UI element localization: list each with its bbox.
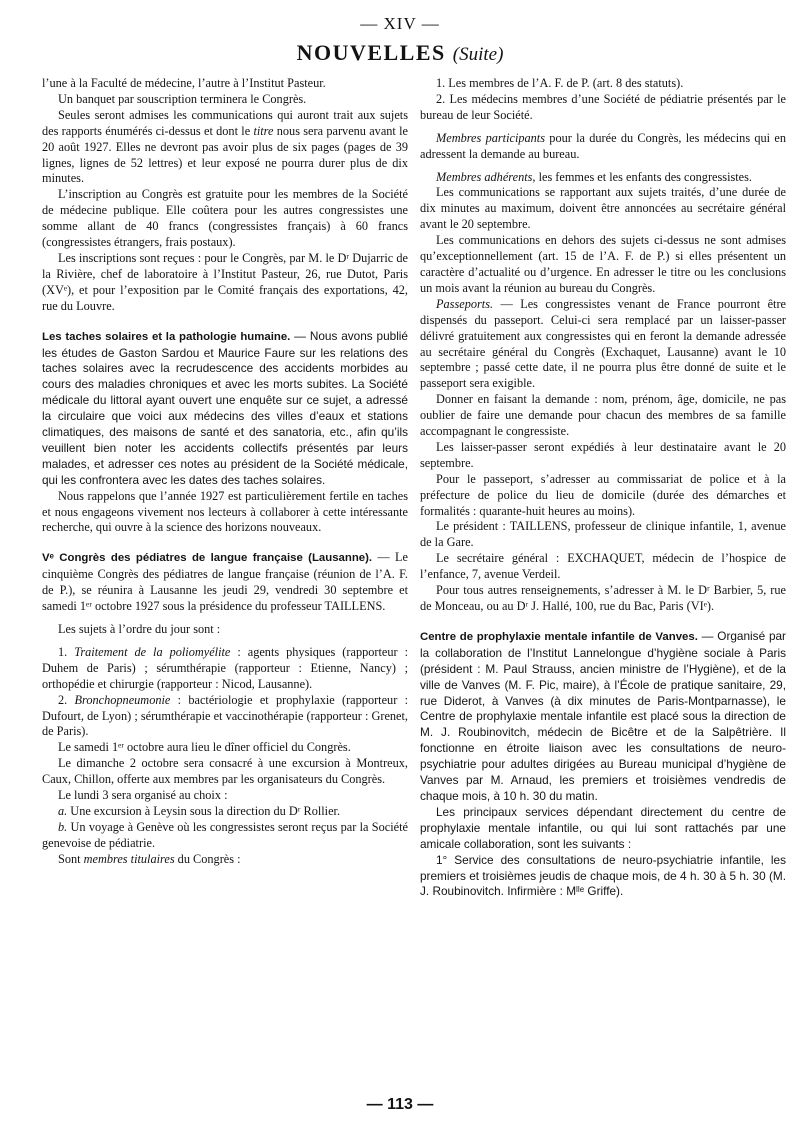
text-run: Une excursion à Leysin sous la direction du Dʳ Rollier. [67, 803, 341, 818]
section-congres [42, 550, 408, 615]
page-number-roman: — XIV — [360, 14, 440, 33]
paragraph [42, 852, 408, 868]
list-item: 2. Les médecins membres d’une Société de pédiatrie présentés par le bureau de leur Société. [420, 91, 786, 122]
text-run: — Nous avons publié les études de Gaston Sardou et Maurice Faure sur les relations des taches solaires avec la recrudescence des accidents morbides au cours des maladies chroniques et avec les morts subites. La Société médicale du littoral ayant ouvert une enquête sur ce sujet, a adressé la circulaire que voici aux médecins des villes d’eaux et stations climatiques, des maisons de santé et des sanatoria, etc., afin qu’ils veuillent bien noter les accidents collectifs présentés par leurs malades, et adresser ces notes au président de la Société médicale, qui les confrontera avec les dates des taches solaires. [42, 328, 408, 487]
section-title: Centre de prophylaxie mentale infantile de Vanves. [420, 630, 698, 643]
paragraph: 1° Service des consultations de neuro-psychiatrie infantile, les premiers et troisièmes jeudis de chaque mois, de 4 h. 30 à 5 h. 30 (M. J. Roubinovitch. Infirmière : Mˡˡᵉ Griffe). [420, 852, 786, 899]
italic-text: Passeports. [436, 296, 494, 311]
italic-text: Traitement de la poliomyélite [74, 644, 231, 659]
text-run: : bactériologie et prophylaxie (rapporteur : Dufourt, de Lyon) ; sérumthérapie et vaccinothérapie (rapporteur : Grenet, de Paris). [42, 692, 408, 739]
paragraph: Les sujets à l’ordre du jour sont : [58, 622, 221, 636]
text-run: pour la durée du Congrès, les médecins qui en adressent la demande au bureau. [420, 130, 786, 161]
italic-text: a. [58, 803, 68, 818]
left-column [42, 76, 408, 1086]
text-run: — Les congressistes venant de France pourront être dispensés du passeport. Celui-ci sera remplacé par un laisser-passer délivré gratuitement aux congressistes qui en feront la demande adressée au secrétaire général du Congrès (Exchaquet, Lausanne) avant le 10 septembre ; passé cette date, il ne pourra plus être donné de suite et le passeport sera exigible. [420, 296, 786, 391]
paragraph: L’inscription au Congrès est gratuite pour les membres de la Société de médecine publique. Elle coûtera pour les autres congressistes une somme allant de 40 francs (congressistes français) à 60 francs (congressistes étrangers, frais postaux). [42, 187, 408, 250]
text-run: 1. [58, 644, 75, 659]
paragraph: Le samedi 1ᵉʳ octobre aura lieu le dîner officiel du Congrès. [58, 740, 351, 755]
paragraph: Nous rappelons que l’année 1927 est particulièrement fertile en taches et nous engageons vivement nos lecteurs à collaborer à cette intéressante recherche, qui ouvre à la science des horizons nouveaux. [42, 488, 408, 535]
right-column [420, 76, 786, 1086]
list-item [42, 804, 408, 820]
paragraph: Les principaux services dépendant directement du centre de prophylaxie mentale infantile, ou qui lui sont rattachés par une amicale collaboration, sont les suivants : [420, 804, 786, 851]
text-run: — Le cinquième Congrès des pédiatres de langue française (réunion de l’A. F. de P.), se réunira à Lausanne les jeudi 29, vendredi 30 septembre et samedi 1ᵉʳ octobre 1927 sous la présidence du professeur TAILLENS. [42, 550, 408, 614]
paragraph: Les laisser-passer seront expédiés à leur destinataire avant le 20 septembre. [420, 439, 786, 470]
page-title [0, 40, 800, 66]
text-run: — Organisé par la collaboration de l’Institut Lannelongue d’hygiène sociale à Paris (président : M. Paul Strauss, ancien ministre de l’Hygiène), et de la ville de Vanves (M. F. Pic, maire), à l’École de pratique sanitaire, 29, rue Diderot, à Vanves (à dix minutes de Paris-Montparnasse), le Centre de prophylaxie mentale infantile est placé sous la direction de M. J. Roubinovitch, médecin de Bicêtre et de la Salpêtrière. Il fonctionne en étroite liaison avec les consultations de neuro-psychiatrie pour adultes dirigées au Bureau municipal d’hygiène de Vanves par M. Arnaud, les premiers et troisièmes vendredis de chaque mois, à 10 h. 30 du matin. [420, 628, 786, 803]
italic-text: titre [253, 123, 274, 138]
list-item [42, 820, 408, 852]
text-run: Sont [58, 851, 84, 866]
section-centre [420, 629, 786, 805]
italic-text: Bronchopneumonie [74, 692, 171, 707]
section-title: Vᵉ Congrès des pédiatres de langue française (Lausanne). [42, 552, 373, 565]
list-item [42, 645, 408, 693]
section-title: Les taches solaires et la pathologie humaine. [42, 330, 291, 343]
paragraph: Donner en faisant la demande : nom, prénom, âge, domicile, ne pas oublier de faire une demande pour chacun des membres de sa famille accompagnant le congressiste. [420, 392, 786, 439]
italic-text: Membres adhérents [436, 169, 533, 184]
paragraph: Pour le passeport, s’adresser au commissariat de police et à la préfecture de police du lieu de domicile (durée des démarches et formalités : quarante-huit heures au moins). [420, 471, 786, 518]
paragraph: Les communications en dehors des sujets ci-dessus ne sont admises qu’exceptionnellement (art. 15 de l’A. F. de P.) si elles présentent un caractère d’actualité ou d’urgence. En adresser le titre ou les conclusions un mois avant la réunion au bureau du Congrès. [420, 233, 786, 295]
paragraph [42, 108, 408, 188]
paragraph: l’une à la Faculté de médecine, l’autre à l’Institut Pasteur. [42, 76, 326, 90]
page-title-suite: (Suite) [452, 44, 504, 65]
paragraph: Les communications se rapportant aux sujets traités, d’une durée de dix minutes au maximum, doivent être annoncées au secrétaire général avant le 20 septembre. [420, 185, 786, 232]
list-item: 1. Les membres de l’A. F. de P. (art. 8 des statuts). [436, 76, 684, 90]
text-run: Un voyage à Genève où les congressistes seront reçus par la Société genevoise de pédiatrie. [42, 819, 408, 850]
text-run: du Congrès : [174, 851, 241, 866]
text-run: nous sera parvenu avant le 20 août 1927. Elles ne devront pas avoir plus de six pages (pages de 39 lignes, lignes de 52 lettres) et leur exposé ne pourra durer plus de dix minutes. [42, 123, 408, 186]
page-number: — 113 — [366, 1096, 434, 1113]
paragraph: Le dimanche 2 octobre sera consacré à une excursion à Montreux, Caux, Chillon, offerte aux membres par les organisateurs du Congrès. [42, 756, 408, 787]
text-run: Seules seront admises les communications qui auront trait aux sujets des rapports énumérés ci-dessus et dont le [42, 107, 408, 138]
section-taches [42, 329, 408, 489]
paragraph: Un banquet par souscription terminera le Congrès. [58, 91, 307, 106]
italic-text: b. [58, 819, 68, 834]
paragraph: Le président : TAILLENS, professeur de clinique infantile, 1, avenue de la Gare. [420, 519, 786, 550]
text-run: , les femmes et les enfants des congressistes. [532, 169, 753, 184]
paragraph [420, 131, 786, 163]
text-run: 2. [58, 692, 75, 707]
text-run: : agents physiques (rapporteur : Duhem de Paris) ; sérumthérapie (rapporteur : Etienne, Nancy) ; orthopédie et chirurgie (rapporteur : Nicod, Lausanne). [42, 644, 408, 691]
italic-text: Membres participants [436, 130, 546, 145]
italic-text: membres titulaires [83, 851, 175, 866]
paragraph: Pour tous autres renseignements, s’adresser à M. le Dʳ Barbier, 5, rue de Monceau, ou au Dʳ J. Hallé, 100, rue du Bac, Paris (VIᵉ). [420, 583, 786, 613]
paragraph [420, 170, 786, 186]
paragraph: Les inscriptions sont reçues : pour le Congrès, par M. le Dʳ Dujarric de la Rivière, chef de laboratoire à l’Institut Pasteur, 26, rue Dutot, Paris (XVᵉ), et pour l’exposition par le Comité français des exportations, 42, rue du Louvre. [42, 250, 408, 313]
paragraph: Le lundi 3 sera organisé au choix : [58, 788, 228, 803]
paragraph [420, 297, 786, 392]
list-item [42, 693, 408, 741]
paragraph: Le secrétaire général : EXCHAQUET, médecin de l’hospice de l’enfance, 7, avenue Verdeil. [420, 551, 786, 582]
page-title-text: NOUVELLES [296, 40, 446, 65]
